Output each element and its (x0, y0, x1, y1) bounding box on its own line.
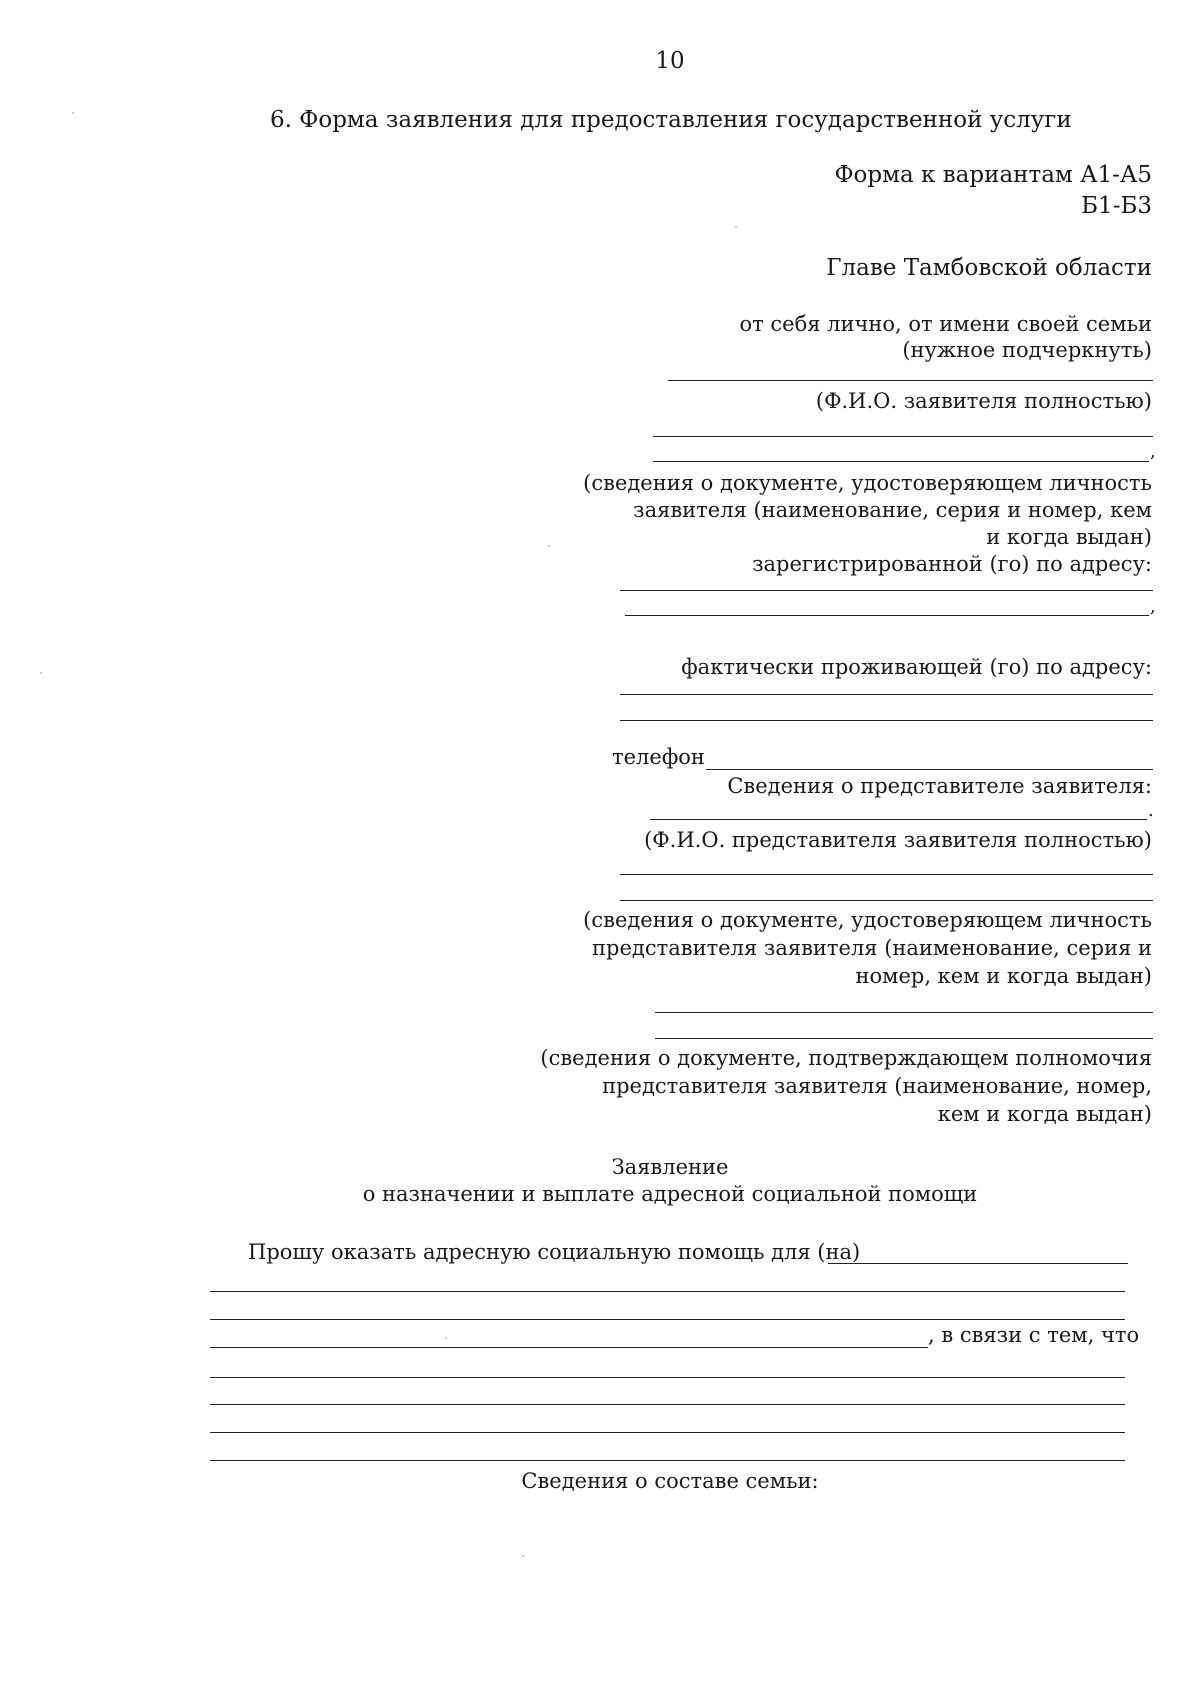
representative-fio-caption: (Ф.И.О. представителя заявителя полностью) (644, 828, 1152, 852)
applicant-fio-line[interactable] (668, 380, 1153, 381)
representative-doc-caption-3: номер, кем и когда выдан) (855, 964, 1152, 988)
page-number: 10 (655, 48, 685, 74)
registered-address-comma: , (1150, 596, 1156, 617)
on-behalf-text: от себя лично, от имени своей семьи (739, 312, 1152, 336)
underline-hint: (нужное подчеркнуть) (902, 338, 1152, 362)
actual-address-line-2[interactable] (620, 720, 1153, 721)
representative-authority-line-1[interactable] (655, 1012, 1153, 1013)
scan-speck (735, 226, 737, 228)
applicant-doc-caption-1: (сведения о документе, удостоверяющем личность (583, 471, 1152, 495)
phone-label: телефон (612, 745, 705, 769)
statement-subtitle: о назначении и выплате адресной социальной помощи (362, 1182, 978, 1206)
registered-address-line-1[interactable] (620, 590, 1153, 591)
representative-doc-line-1[interactable] (620, 874, 1153, 875)
form-variants-line1: Форма к вариантам А1-А5 (834, 162, 1152, 188)
phone-line[interactable] (706, 769, 1153, 770)
registered-address-line-2[interactable] (625, 615, 1149, 616)
addressee: Главе Тамбовской области (826, 255, 1152, 281)
representative-doc-caption-1: (сведения о документе, удостоверяющем личность (583, 908, 1152, 932)
applicant-doc-line-2[interactable] (653, 461, 1149, 462)
actual-address-line-1[interactable] (620, 694, 1153, 695)
applicant-fio-caption: (Ф.И.О. заявителя полностью) (815, 389, 1152, 413)
representative-authority-caption-1: (сведения о документе, подтверждающем полномочия (540, 1046, 1152, 1070)
representative-authority-line-2[interactable] (655, 1038, 1153, 1039)
representative-fio-period: . (1148, 800, 1154, 821)
applicant-doc-caption-2: заявителя (наименование, серия и номер, кем (633, 498, 1152, 522)
request-line-3[interactable] (210, 1319, 1125, 1320)
representative-fio-line[interactable] (650, 819, 1147, 820)
actual-address-label: фактически проживающей (го) по адресу: (681, 655, 1152, 679)
reason-line-1[interactable] (210, 1377, 1125, 1378)
representative-doc-caption-2: представителя заявителя (наименование, серия и (592, 936, 1152, 960)
reason-line-4[interactable] (210, 1460, 1125, 1461)
representative-authority-caption-3: кем и когда выдан) (937, 1102, 1152, 1126)
request-text: Прошу оказать адресную социальную помощь для (на) (248, 1240, 861, 1264)
applicant-doc-line-1[interactable] (653, 436, 1153, 437)
statement-title: Заявление (611, 1155, 729, 1179)
representative-authority-caption-2: представителя заявителя (наименование, номер, (602, 1074, 1152, 1098)
because-text: , в связи с тем, что (928, 1323, 1140, 1347)
representative-heading: Сведения о представителе заявителя: (727, 774, 1152, 798)
registered-address-label: зарегистрированной (го) по адресу: (752, 552, 1152, 576)
representative-doc-line-2[interactable] (620, 900, 1153, 901)
form-variants-line2: Б1-Б3 (1081, 193, 1152, 219)
section-title: 6. Форма заявления для предоставления государственной услуги (270, 107, 1072, 133)
reason-line-2[interactable] (210, 1404, 1125, 1405)
family-composition-heading: Сведения о составе семьи: (521, 1469, 819, 1493)
scan-speck (40, 672, 42, 674)
request-line-inline[interactable] (828, 1263, 1128, 1264)
scan-speck (548, 545, 550, 547)
applicant-doc-caption-3: и когда выдан) (986, 525, 1152, 549)
reason-line-3[interactable] (210, 1432, 1125, 1433)
request-line-4[interactable] (210, 1347, 928, 1348)
scan-speck (445, 1337, 447, 1339)
scan-speck (72, 112, 74, 114)
scan-speck (522, 1555, 524, 1557)
applicant-doc-comma: , (1150, 441, 1156, 462)
request-line-2[interactable] (210, 1291, 1125, 1292)
